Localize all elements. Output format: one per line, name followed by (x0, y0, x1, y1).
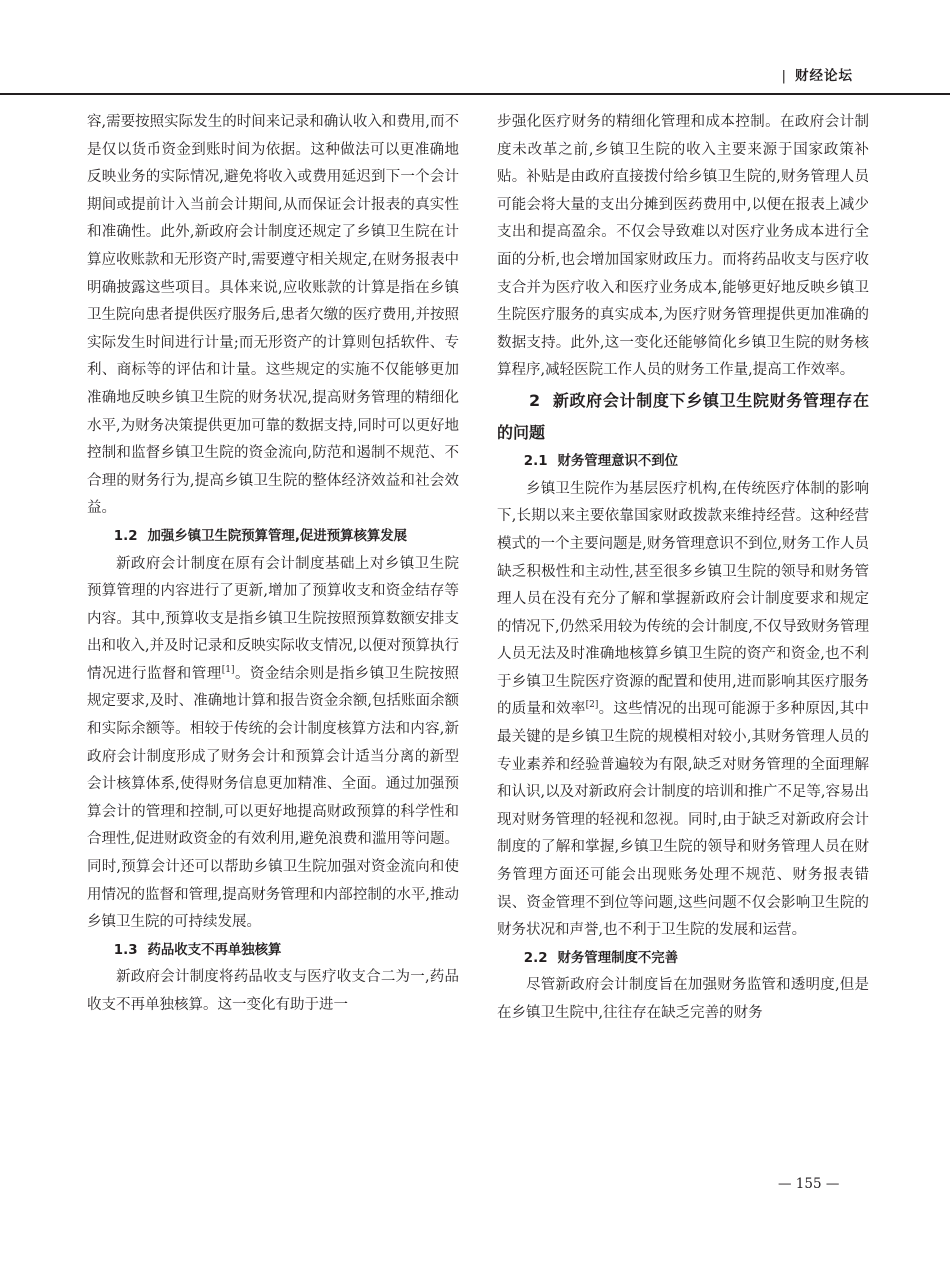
section-title: 新政府会计制度下乡镇卫生院财务管理存在的问题 (497, 390, 869, 442)
section-heading-2-2 (497, 945, 869, 973)
paragraph: 容,需要按照实际发生的时间来记录和确认收入和费用,而不是仅以货币资金到账时间为依据。这种做法可以更准确地反映业务的实际情况,避免将收入或费用延迟到下一个会计期间或提前计入当前会计期间,从而保证会计报表的真实性和准确性。此外,新政府会计制度还规定了乡镇卫生院在计算应收账款和无形资产时,需要遵守相关规定,在财务报表中明确披露这些项目。具体来说,应收账款的计算是指在乡镇卫生院向患者提供医疗服务后,患者欠缴的医疗费用,并按照实际发生时间进行计量;而无形资产的计算则包括软件、专利、商标等的评估和计量。这些规定的实施不仅能够更加准确地反映乡镇卫生院的财务状况,提高财务管理的精细化水平,为财务决策提供更加可靠的数据支持,同时可以更好地控制和监督乡镇卫生院的资金流向,防范和遏制不规范、不合理的财务行为,提高乡镇卫生院的整体经济效益和社会效益。 (87, 114, 459, 517)
section-heading-2-1 (497, 448, 869, 476)
left-column (87, 109, 459, 1020)
paragraph-text: 。资金结余则是指乡镇卫生院按照规定要求,及时、准确地计算和报告资金余额,包括账面余额和实际余额等。相较于传统的会计制度核算方法和内容,新政府会计制度形成了财务会计和预算会计适当分离的新型会计核算体系,使得财务信息更加精准、全面。通过加强预算会计的管理和控制,可以更好地提高财政预算的科学性和合理性,促进财政资金的有效利用,避免浪费和滥用等问题。同时,预算会计还可以帮助乡镇卫生院加强对资金流向和使用情况的监督和管理,提高财务管理和内部控制的水平,推动乡镇卫生院的可持续发展。 (87, 665, 459, 931)
section-title: 加强乡镇卫生院预算管理,促进预算核算发展 (147, 528, 408, 544)
section-number: 2.1 (523, 454, 548, 470)
paragraph: 新政府会计制度将药品收支与医疗收支合二为一,药品收支不再单独核算。这一变化有助于进一 (87, 969, 459, 1013)
section-number: 1.2 (113, 528, 138, 544)
paragraph-text: 乡镇卫生院作为基层医疗机构,在传统医疗体制的影响下,长期以来主要依靠国家财政拨款来维持经营。这种经营模式的一个主要问题是,财务管理意识不到位,财务工作人员缺乏积极性和主动性,甚至很多乡镇卫生院的领导和财务管理人员在没有充分了解和掌握新政府会计制度要求和规定的情况下,仍然采用较为传统的会计制度,不仅导致财务管理人员无法及时准确地核算乡镇卫生院的资产和资金,也不利于乡镇卫生院医疗资源的配置和使用,进而影响其医疗服务的质量和效率 (497, 480, 869, 718)
paragraph (497, 476, 869, 945)
right-column (497, 109, 869, 1028)
section-heading-2 (497, 385, 869, 448)
section-number: 1.3 (113, 942, 138, 958)
paragraph: 步强化医疗财务的精细化管理和成本控制。在政府会计制度未改革之前,乡镇卫生院的收入主要来源于国家政策补贴。补贴是由政府直接拨付给乡镇卫生院的,财务管理人员可能会将大量的支出分摊到医药费用中,以便在报表上减少支出和提高盈余。不仅会导致难以对医疗业务成本进行全面的分析,也会增加国家财政压力。而将药品收支与医疗收支合并为医疗收入和医疗业务成本,能够更好地反映乡镇卫生院医疗服务的真实成本,为医疗财务管理提供更加准确的数据支持。此外,这一变化还能够简化乡镇卫生院的财务核算程序,减轻医院工作人员的财务工作量,提高工作效率。 (497, 114, 869, 379)
section-number: 2 (529, 390, 541, 410)
section-title: 财务管理意识不到位 (557, 454, 679, 470)
paragraph-text: 新政府会计制度在原有会计制度基础上对乡镇卫生院预算管理的内容进行了更新,增加了预算收支和资金结存等内容。其中,预算收支是指乡镇卫生院按照预算数额安排支出和收入,并及时记录和反映实际收支情况,以便对预算执行情况进行监督和管理 (87, 555, 459, 682)
section-title: 财务管理制度不完善 (557, 950, 679, 966)
page-number: — 155 — (778, 1176, 840, 1192)
citation-ref: [1] (221, 664, 235, 675)
paragraph: 尽管新政府会计制度旨在加强财务监管和透明度,但是在乡镇卫生院中,往往存在缺乏完善的财务 (497, 977, 869, 1021)
header-rule (0, 93, 950, 95)
paragraph (87, 551, 459, 937)
paragraph-text: 。这些情况的出现可能源于多种原因,其中最关键的是乡镇卫生院的规模相对较小,其财务管理人员的专业素养和经验普遍较为有限,缺乏对财务管理的全面理解和认识,以及对新政府会计制度的培训和推广不足等,容易出现对财务管理的轻视和忽视。同时,由于缺乏对新政府会计制度的了解和掌握,乡镇卫生院的领导和财务管理人员在财务管理方面还可能会出现账务处理不规范、财务报表错误、资金管理不到位等问题,这些问题不仅会影响卫生院的财务状况和声誉,也不利于卫生院的发展和运营。 (497, 701, 869, 939)
section-heading-1-2 (87, 523, 459, 551)
journal-section-label: 财经论坛 (795, 68, 853, 84)
section-number: 2.2 (523, 950, 548, 966)
citation-ref: [2] (585, 700, 599, 711)
section-title: 药品收支不再单独核算 (147, 942, 282, 958)
section-heading-1-3 (87, 937, 459, 965)
running-header: | 财经论坛 (781, 68, 853, 84)
